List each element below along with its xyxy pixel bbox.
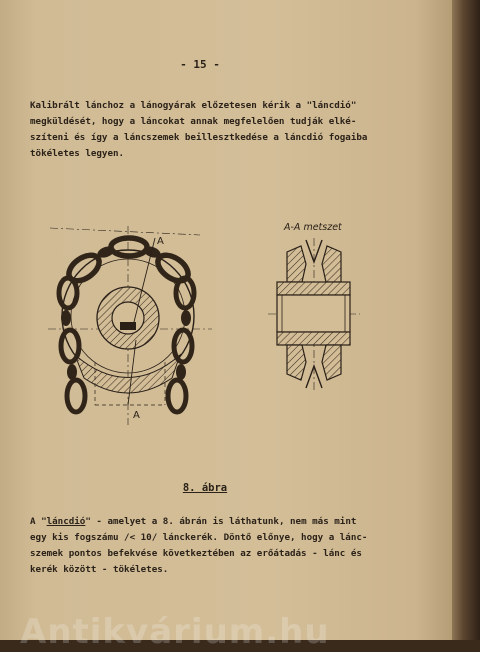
page-number: - 15 - — [180, 58, 220, 71]
section-title: A-A metszet — [284, 222, 342, 233]
paragraph-line: egy kis fogszámu /< 10/ lánckerék. Döntő előnye, hogy a lánc- — [30, 532, 368, 543]
paragraph-line: szíteni és így a láncszemek beillesztkedése a láncdió fogaiba — [30, 132, 368, 143]
paragraph-line — [30, 514, 367, 530]
paragraph-line: megküldését, hogy a láncokat annak megfelelően tudják elké- — [30, 116, 357, 127]
watermark: Antikvárium.hu — [20, 612, 330, 652]
figure-caption: 8. ábra — [182, 482, 228, 494]
section-marker-top: A — [157, 236, 164, 247]
line-rest: " - amelyet a 8. ábrán is láthatunk, nem más mint — [85, 516, 357, 527]
paragraph-line: tökéletes legyen. — [30, 148, 125, 159]
section-marker-bottom: A — [133, 410, 140, 421]
paragraph-lancdio — [30, 514, 367, 578]
paragraph-line: szemek pontos befekvése következtében az erőátadás - lánc és — [30, 548, 362, 559]
term-lancdio: láncdió — [46, 516, 86, 527]
paragraph-line: kerék között - tökéletes. — [30, 564, 169, 575]
chain-wheel-section-view — [268, 238, 360, 392]
page-edge-shadow — [452, 0, 480, 640]
chain-wheel-front-view — [48, 226, 212, 425]
paragraph-line: Kalibrált lánchoz a lánogyárak előzetesen kérik a "láncdió" — [30, 100, 357, 111]
quote-open: A " — [30, 516, 47, 527]
